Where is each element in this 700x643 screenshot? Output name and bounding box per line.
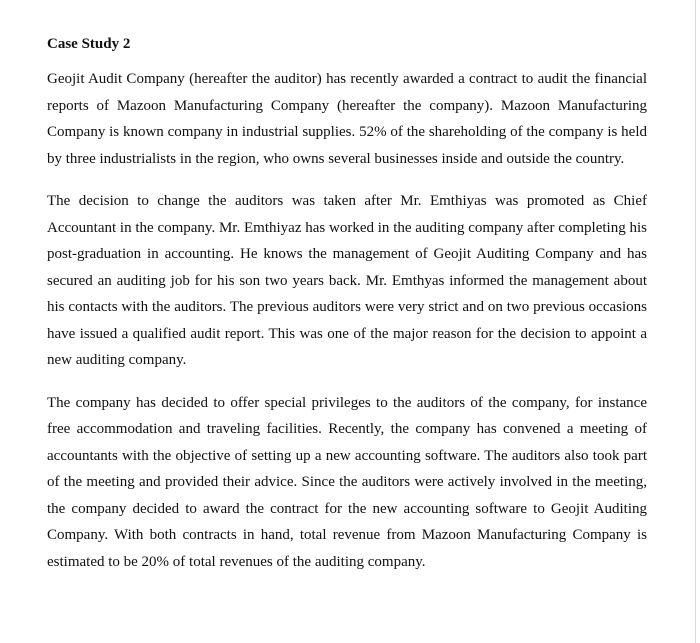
- paragraph-2: The decision to change the auditors was taken after Mr. Emthiyas was promoted as Chief Accountant in the company. Mr. Emthiyaz has worked in the auditing company after completing his post-graduation in accounting. He knows the management of Geojit Auditing Company and has secured an auditing job for his son two years back. Mr. Emthyas informed the management about his contacts with the auditors. The previous auditors were very strict and on two previous occasions have issued a qualified audit report. This was one of the major reason for the decision to appoint a new auditing company.: [47, 193, 647, 368]
- document-content: [47, 34, 647, 591]
- case-study-title: Case Study 2: [47, 36, 131, 52]
- paragraph-3: The company has decided to offer special privileges to the auditors of the company, for instance free accommodation and traveling facilities. Recently, the company has convened a meeting of accountants with the objective of setting up a new accounting software. The auditors also took part of the meeting and provided their advice. Since the auditors were actively involved in the meeting, the company decided to award the contract for the new accounting software to Geojit Auditing Company. With both contracts in hand, total revenue from Mazoon Manufacturing Company is estimated to be 20% of total revenues of the auditing company.: [47, 394, 647, 570]
- page-edge-divider: [695, 0, 696, 643]
- paragraph-1: Geojit Audit Company (hereafter the auditor) has recently awarded a contract to audit the financial reports of Mazoon Manufacturing Company (hereafter the company). Mazoon Manufacturing Company is known company in industrial supplies. 52% of the shareholding of the company is held by three industrialists in the region, who owns several businesses inside and outside the country.: [47, 71, 647, 167]
